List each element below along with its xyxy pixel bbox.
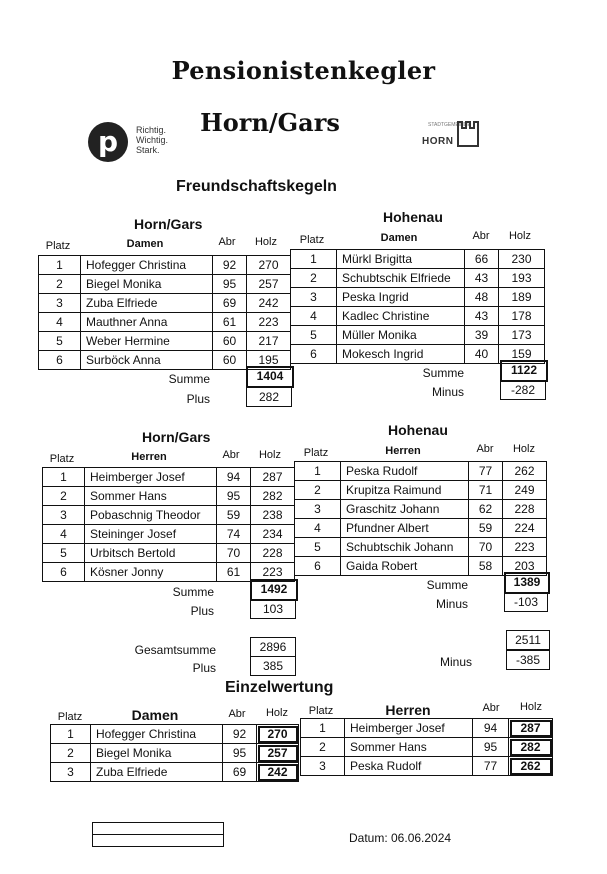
einzel-herren-holz-header: Holz <box>519 701 542 713</box>
platz-cell: 6 <box>39 351 81 370</box>
abr-cell: 69 <box>213 294 247 313</box>
abr-cell: 71 <box>469 481 503 500</box>
abr-cell: 77 <box>473 757 509 776</box>
holz-cell: 159 <box>499 345 545 364</box>
holz-cell: 189 <box>499 288 545 307</box>
name-cell: Pobaschnig Theodor <box>85 506 217 525</box>
damen-right-team: Hohenau <box>383 209 443 225</box>
holz-cell: 217 <box>247 332 291 351</box>
herren-left-abr-header: Abr <box>222 449 240 461</box>
abr-cell: 77 <box>469 462 503 481</box>
gesamt-left-plus: 385 <box>250 656 296 676</box>
herren-left-summe-label: Summe <box>172 585 214 599</box>
platz-cell: 4 <box>291 307 337 326</box>
einzel-herren-header: Herren <box>385 702 431 718</box>
gesamt-right-summe: 2511 <box>506 630 550 650</box>
abr-cell: 39 <box>465 326 499 345</box>
abr-cell: 43 <box>465 307 499 326</box>
name-cell: Krupitza Raimund <box>341 481 469 500</box>
abr-cell: 61 <box>217 563 251 582</box>
tower-icon <box>456 118 482 148</box>
table-row <box>295 519 547 538</box>
platz-cell: 6 <box>291 345 337 364</box>
damen-right-summe: 1122 <box>500 360 548 382</box>
herren-right-group-header: Herren <box>385 445 421 457</box>
table-row <box>301 757 553 776</box>
holz-cell: 173 <box>499 326 545 345</box>
abr-cell: 95 <box>223 744 257 763</box>
name-cell: Hofegger Christina <box>91 725 223 744</box>
platz-cell: 1 <box>39 256 81 275</box>
table-row <box>39 294 291 313</box>
platz-cell: 2 <box>39 275 81 294</box>
table-row <box>291 307 545 326</box>
herren-right-table <box>294 461 547 576</box>
name-cell: Heimberger Josef <box>345 719 473 738</box>
abr-cell: 59 <box>469 519 503 538</box>
abr-cell: 94 <box>217 468 251 487</box>
name-cell: Heimberger Josef <box>85 468 217 487</box>
holz-cell: 287 <box>251 468 295 487</box>
holz-cell: 223 <box>251 563 295 582</box>
abr-cell: 60 <box>213 351 247 370</box>
herren-left-summe: 1492 <box>250 579 298 601</box>
platz-cell: 4 <box>43 525 85 544</box>
name-cell: Peska Rudolf <box>341 462 469 481</box>
platz-cell: 2 <box>43 487 85 506</box>
holz-cell: 257 <box>247 275 291 294</box>
abr-cell: 70 <box>217 544 251 563</box>
name-cell: Peska Ingrid <box>337 288 465 307</box>
name-cell: Biegel Monika <box>81 275 213 294</box>
gesamtsumme-label: Gesamtsumme <box>134 643 216 657</box>
damen-left-team: Horn/Gars <box>134 216 203 232</box>
damen-right-summe-label: Summe <box>422 366 464 380</box>
damen-right-table <box>290 249 545 364</box>
holz-cell: 195 <box>247 351 291 370</box>
section-title-freundschaft: Freundschaftskegeln <box>176 178 337 195</box>
name-cell: Müller Monika <box>337 326 465 345</box>
holz-cell: 178 <box>499 307 545 326</box>
herren-right-summe-label: Summe <box>426 578 468 592</box>
holz-cell: 257 <box>257 744 299 763</box>
einzel-damen-holz-header: Holz <box>265 707 288 719</box>
platz-cell: 3 <box>43 506 85 525</box>
damen-left-table <box>38 255 291 370</box>
abr-cell: 66 <box>465 250 499 269</box>
platz-cell: 6 <box>295 557 341 576</box>
table-row <box>43 544 295 563</box>
page-title: Pensionistenkegler <box>171 56 436 85</box>
name-cell: Mürkl Brigitta <box>337 250 465 269</box>
name-cell: Surböck Anna <box>81 351 213 370</box>
name-cell: Graschitz Johann <box>341 500 469 519</box>
table-row <box>301 738 553 757</box>
holz-cell: 242 <box>247 294 291 313</box>
platz-cell: 5 <box>291 326 337 345</box>
damen-right-group-header: Damen <box>380 232 418 244</box>
platz-cell: 4 <box>295 519 341 538</box>
name-cell: Schubtschik Elfriede <box>337 269 465 288</box>
abr-cell: 74 <box>217 525 251 544</box>
name-cell: Biegel Monika <box>91 744 223 763</box>
abr-cell: 95 <box>473 738 509 757</box>
damen-left-platz-header: Platz <box>45 240 71 252</box>
einzel-herren-table <box>300 718 553 776</box>
table-row <box>39 313 291 332</box>
holz-cell: 270 <box>257 725 299 744</box>
name-cell: Hofegger Christina <box>81 256 213 275</box>
herren-right-abr-header: Abr <box>476 443 494 455</box>
platz-cell: 3 <box>301 757 345 776</box>
table-row <box>295 538 547 557</box>
p-logo-icon: p <box>88 122 128 162</box>
table-row <box>295 481 547 500</box>
abr-cell: 43 <box>465 269 499 288</box>
herren-left-platz-header: Platz <box>49 453 75 465</box>
abr-cell: 60 <box>213 332 247 351</box>
table-row <box>43 525 295 544</box>
abr-cell: 61 <box>213 313 247 332</box>
table-row <box>291 269 545 288</box>
name-cell: Kadlec Christine <box>337 307 465 326</box>
damen-left-summe-label: Summe <box>168 372 210 386</box>
abr-cell: 92 <box>213 256 247 275</box>
table-row <box>39 256 291 275</box>
damen-right-platz-header: Platz <box>299 234 325 246</box>
damen-right-abr-header: Abr <box>472 230 490 242</box>
platz-cell: 1 <box>295 462 341 481</box>
herren-left-table <box>42 467 295 582</box>
damen-right-minus-label: Minus <box>431 385 464 399</box>
pensionisten-logo <box>88 122 188 162</box>
holz-cell: 203 <box>503 557 547 576</box>
herren-left-holz-header: Holz <box>258 449 281 461</box>
table-row <box>295 462 547 481</box>
name-cell: Kösner Jonny <box>85 563 217 582</box>
table-row <box>39 332 291 351</box>
abr-cell: 40 <box>465 345 499 364</box>
table-row <box>43 468 295 487</box>
herren-left-plus-label: Plus <box>190 604 214 618</box>
damen-left-holz-header: Holz <box>254 236 277 248</box>
herren-left-group-header: Herren <box>131 451 167 463</box>
holz-cell: 223 <box>503 538 547 557</box>
herren-right-summe: 1389 <box>504 572 550 594</box>
damen-left-abr-header: Abr <box>218 236 236 248</box>
platz-cell: 2 <box>295 481 341 500</box>
herren-left-plus: 103 <box>250 599 296 619</box>
table-row <box>291 250 545 269</box>
table-row <box>43 487 295 506</box>
horn-logo: STADTGEMEINDE HORN <box>420 116 490 156</box>
name-cell: Sommer Hans <box>85 487 217 506</box>
platz-cell: 1 <box>51 725 91 744</box>
holz-cell: 234 <box>251 525 295 544</box>
platz-cell: 2 <box>301 738 345 757</box>
holz-cell: 230 <box>499 250 545 269</box>
table-row <box>291 326 545 345</box>
damen-left-plus-label: Plus <box>186 392 210 406</box>
platz-cell: 1 <box>43 468 85 487</box>
platz-cell: 5 <box>39 332 81 351</box>
platz-cell: 3 <box>295 500 341 519</box>
holz-cell: 282 <box>509 738 553 757</box>
gesamt-minus-label: Minus <box>439 655 472 669</box>
platz-cell: 1 <box>301 719 345 738</box>
table-row <box>51 744 299 763</box>
name-cell: Weber Hermine <box>81 332 213 351</box>
name-cell: Pfundner Albert <box>341 519 469 538</box>
platz-cell: 3 <box>51 763 91 782</box>
einzel-herren-platz-header: Platz <box>308 705 334 717</box>
platz-cell: 2 <box>51 744 91 763</box>
gesamt-plus-label: Plus <box>192 661 216 675</box>
platz-cell: 3 <box>39 294 81 313</box>
platz-cell: 1 <box>291 250 337 269</box>
platz-cell: 4 <box>39 313 81 332</box>
abr-cell: 92 <box>223 725 257 744</box>
table-row <box>39 275 291 294</box>
table-row <box>295 500 547 519</box>
abr-cell: 94 <box>473 719 509 738</box>
abr-cell: 95 <box>217 487 251 506</box>
damen-right-minus: -282 <box>500 380 546 400</box>
name-cell: Peska Rudolf <box>345 757 473 776</box>
holz-cell: 242 <box>257 763 299 782</box>
gesamt-right-minus: -385 <box>506 650 550 670</box>
herren-right-minus: -103 <box>504 592 548 612</box>
table-row <box>51 763 299 782</box>
name-cell: Gaida Robert <box>341 557 469 576</box>
table-row <box>291 288 545 307</box>
holz-cell: 262 <box>503 462 547 481</box>
holz-cell: 228 <box>503 500 547 519</box>
einzel-damen-abr-header: Abr <box>228 708 246 720</box>
name-cell: Zuba Elfriede <box>91 763 223 782</box>
herren-right-minus-label: Minus <box>435 597 468 611</box>
holz-cell: 262 <box>509 757 553 776</box>
einzel-damen-platz-header: Platz <box>57 711 83 723</box>
name-cell: Mauthner Anna <box>81 313 213 332</box>
page-subtitle: Horn/Gars <box>200 108 340 137</box>
gesamt-left-summe: 2896 <box>250 637 296 657</box>
table-row <box>301 719 553 738</box>
holz-cell: 238 <box>251 506 295 525</box>
einzel-damen-table <box>50 724 299 782</box>
logo-slogan: Richtig. Wichtig. Stark. <box>136 125 169 155</box>
holz-cell: 282 <box>251 487 295 506</box>
einzel-damen-header: Damen <box>131 707 179 723</box>
table-row <box>51 725 299 744</box>
holz-cell: 287 <box>509 719 553 738</box>
platz-cell: 6 <box>43 563 85 582</box>
damen-left-group-header: Damen <box>126 238 164 250</box>
table-row <box>43 506 295 525</box>
herren-left-team: Horn/Gars <box>142 429 211 445</box>
holz-cell: 270 <box>247 256 291 275</box>
signature-box-bottom <box>92 834 224 847</box>
abr-cell: 59 <box>217 506 251 525</box>
abr-cell: 95 <box>213 275 247 294</box>
name-cell: Schubtschik Johann <box>341 538 469 557</box>
abr-cell: 48 <box>465 288 499 307</box>
name-cell: Mokesch Ingrid <box>337 345 465 364</box>
holz-cell: 228 <box>251 544 295 563</box>
holz-cell: 223 <box>247 313 291 332</box>
holz-cell: 249 <box>503 481 547 500</box>
herren-right-holz-header: Holz <box>512 443 535 455</box>
abr-cell: 62 <box>469 500 503 519</box>
abr-cell: 58 <box>469 557 503 576</box>
damen-right-holz-header: Holz <box>508 230 531 242</box>
herren-right-platz-header: Platz <box>303 447 329 459</box>
name-cell: Zuba Elfriede <box>81 294 213 313</box>
holz-cell: 224 <box>503 519 547 538</box>
platz-cell: 5 <box>43 544 85 563</box>
herren-right-team: Hohenau <box>388 422 448 438</box>
name-cell: Urbitsch Bertold <box>85 544 217 563</box>
einzel-herren-abr-header: Abr <box>482 702 500 714</box>
abr-cell: 69 <box>223 763 257 782</box>
damen-left-summe: 1404 <box>246 366 294 388</box>
platz-cell: 2 <box>291 269 337 288</box>
holz-cell: 193 <box>499 269 545 288</box>
damen-left-plus: 282 <box>246 387 292 407</box>
platz-cell: 5 <box>295 538 341 557</box>
section-title-einzelwertung: Einzelwertung <box>225 679 334 696</box>
abr-cell: 70 <box>469 538 503 557</box>
name-cell: Sommer Hans <box>345 738 473 757</box>
datum: Datum: 06.06.2024 <box>349 831 452 845</box>
name-cell: Steininger Josef <box>85 525 217 544</box>
platz-cell: 3 <box>291 288 337 307</box>
